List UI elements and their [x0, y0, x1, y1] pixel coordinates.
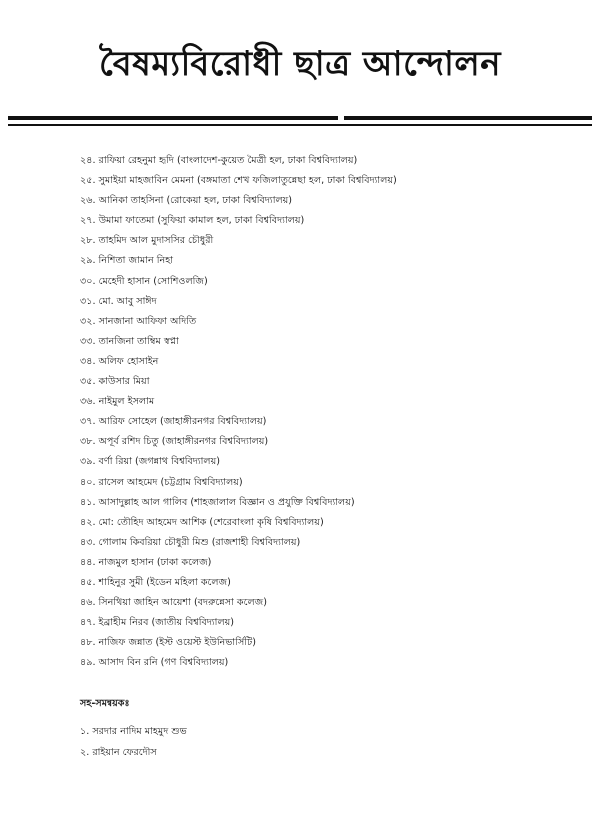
list-item: ৩২. সানজানা আফিফা অদিতি — [80, 315, 197, 327]
list-item: ২৯. নিশিতা জামান নিহা — [80, 255, 174, 267]
list-item: ৪৫. শাহিনুর সুমী (ইডেন মহিলা কলেজ) — [80, 576, 231, 588]
list-item: ৩০. মেহেদী হাসান (সোশিওলজি) — [80, 275, 208, 287]
list-item: ৪২. মো: তৌহিদ আহমেদ আশিক (শেরেবাংলা কৃষি বিশ্ববিদ্যালয়) — [80, 516, 324, 528]
list-item: ৩৩. তানজিনা তাম্বিম স্বপ্না — [80, 335, 179, 347]
co-coordinators-list — [80, 721, 187, 763]
document-title: বৈষম্যবিরোধী ছাত্র আন্দোলন — [98, 44, 502, 84]
list-item: ৪১. আসাদুল্লাহ আল গালিব (শাহজালাল বিজ্ঞান ও প্রযুক্তি বিশ্ববিদ্যালয়) — [80, 496, 355, 508]
list-item: ৩৪. অলিফ হোসাইন — [80, 355, 159, 367]
list-item: ২৫. সুমাইয়া মাহজাবিন মেমনা (বঙ্গমাতা শেখ ফজিলাতুন্নেছা হল, ঢাকা বিশ্ববিদ্যালয়) — [80, 175, 397, 187]
co-coordinators-heading: সহ-সমন্বয়কঃ — [80, 698, 130, 709]
list-item: ৩৮. অপূর্ব রশিদ চিতু (জাহাঙ্গীরনগর বিশ্ববিদ্যালয়) — [80, 436, 269, 448]
list-item: ৩৬. নাইমুল ইসলাম — [80, 396, 155, 408]
list-item: ৩১. মো. আবু সাঈদ — [80, 295, 157, 307]
list-item: ৪০. রাসেল আহমেদ (চট্টগ্রাম বিশ্ববিদ্যালয়) — [80, 476, 243, 488]
list-item: ৩৫. কাউসার মিয়া — [80, 376, 150, 388]
header-rule-thick-left — [8, 116, 338, 120]
list-item: ৩৭. আরিফ সোহেল (জাহাঙ্গীরনগর বিশ্ববিদ্যালয়) — [80, 416, 267, 428]
list-item: ২৮. তাহমিদ আল মুদাসসির চৌধুরী — [80, 235, 214, 247]
list-item: ৪৬. সিনথিয়া জাহিন আয়েশা (বদরুন্নেসা কলেজ) — [80, 597, 267, 609]
list-item: ২. রাইয়ান ফেরদৌস — [80, 747, 157, 758]
list-item: ৪৭. ইব্রাহীম নিরব (জাতীয় বিশ্ববিদ্যালয়) — [80, 617, 235, 629]
list-item: ৪৮. নাজিফ জন্নাত (ইস্ট ওয়েস্ট ইউনিভার্সিটি) — [80, 637, 257, 649]
list-item: ২৬. আনিকা তাহসিনা (রোকেয়া হল, ঢাকা বিশ্ববিদ্যালয়) — [80, 195, 293, 207]
member-list — [80, 151, 397, 673]
list-item: ২৭. উমামা ফাতেমা (সুফিয়া কামাল হল, ঢাকা বিশ্ববিদ্যালয়) — [80, 215, 305, 227]
header-rule-thick-right — [344, 116, 592, 120]
list-item: ৩৯. বর্ণা রিয়া (জগন্নাথ বিশ্ববিদ্যালয়) — [80, 456, 220, 468]
list-item: ২৪. রাফিয়া রেহনুমা হৃদি (বাংলাদেশ-কুয়েত মৈত্রী হল, ঢাকা বিশ্ববিদ্যালয়) — [80, 155, 358, 166]
header-rule-thin — [8, 124, 592, 126]
list-item: ৪৪. নাজমুল হাসান (ঢাকা কলেজ) — [80, 556, 212, 568]
list-item: ৪৯. আসাদ বিন রনি (গণ বিশ্ববিদ্যালয়) — [80, 657, 229, 669]
list-item: ৪৩. গোলাম কিবরিয়া চৌধুরী মিশু (রাজশাহী বিশ্ববিদ্যালয়) — [80, 536, 301, 548]
list-item: ১. সরদার নাদিম মাহমুদ শুভ — [80, 726, 187, 737]
